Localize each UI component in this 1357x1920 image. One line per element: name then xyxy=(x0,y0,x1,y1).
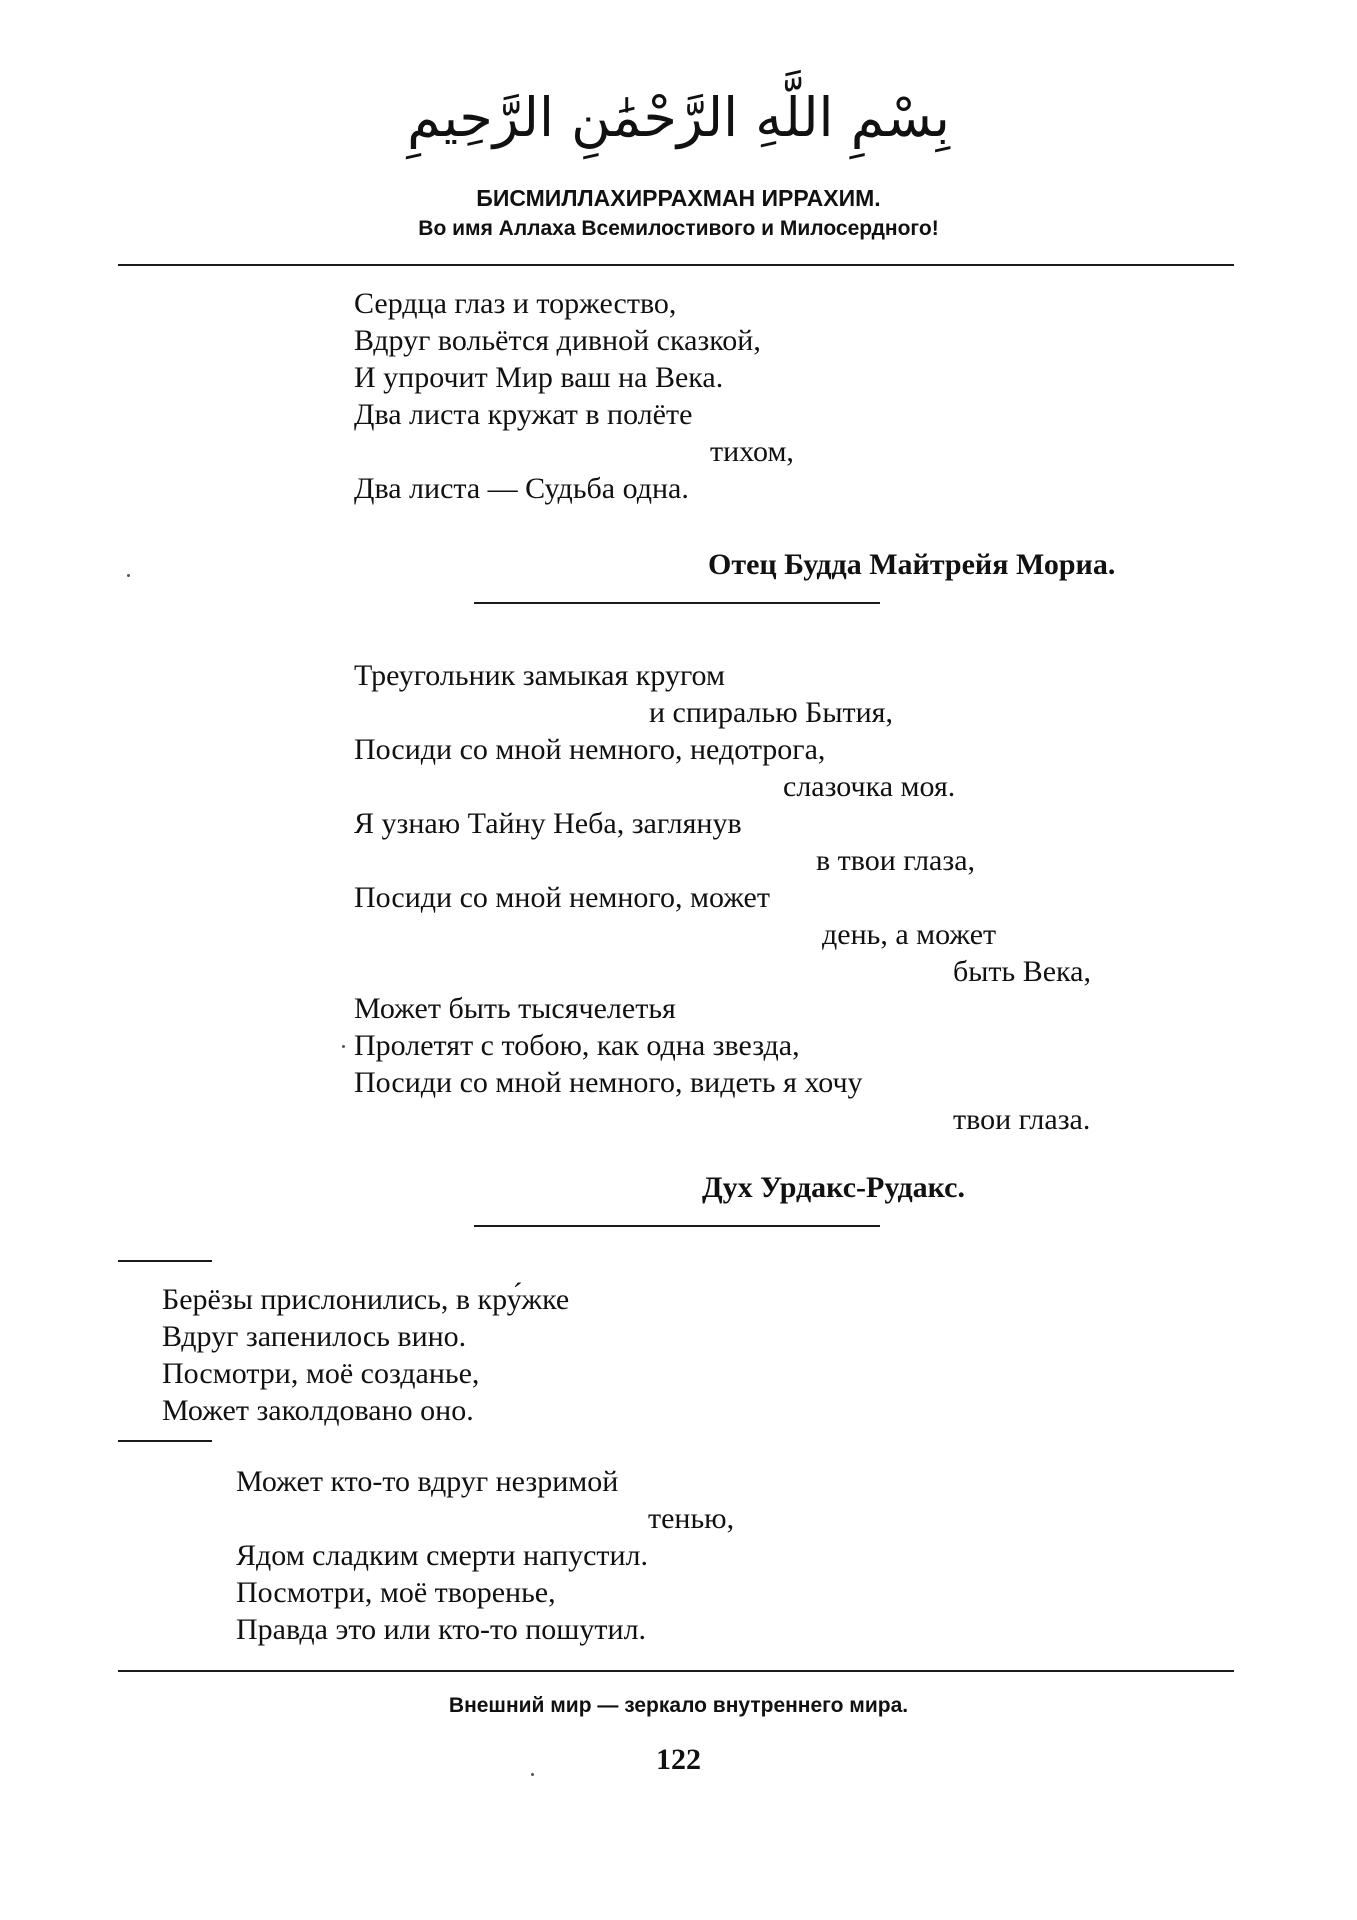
poem-line: день, а может xyxy=(822,918,997,951)
footer-divider xyxy=(118,1670,1234,1672)
header-subtitle: Во имя Аллаха Всемилостивого и Милосердного! xyxy=(418,217,939,240)
poem-line: быть Века, xyxy=(953,955,1091,988)
stanza-marker xyxy=(118,1260,212,1262)
poem-line: Посиди со мной немного, недотрога, xyxy=(354,733,826,766)
poem-line: Треугольник замыкая кругом xyxy=(354,659,725,692)
poem-line: твои глаза. xyxy=(953,1103,1091,1136)
poem-line: Правда это или кто-то пошутил. xyxy=(236,1613,647,1646)
scan-speck xyxy=(127,574,130,577)
section-divider xyxy=(474,1225,880,1227)
poem-line: Может кто-то вдруг незримой xyxy=(236,1465,619,1498)
poem-line: Вдруг вольётся дивной сказкой, xyxy=(354,324,761,357)
poem-line: Может быть тысячелетья xyxy=(354,992,676,1025)
poem-line: и спиралью Бытия, xyxy=(649,696,893,729)
poem-line: в твои глаза, xyxy=(816,844,976,877)
poem-signature: Отец Будда Майтрейя Мориа. xyxy=(708,548,1116,581)
poem-line: Я узнаю Тайну Неба, заглянув xyxy=(354,807,742,840)
poem-line: Два листа кружат в полёте xyxy=(354,398,693,431)
poem-line: Сердца глаз и торжество, xyxy=(354,287,677,320)
poem-line: Два листа — Судьба одна. xyxy=(354,472,689,505)
poem-line: Посмотри, моё творенье, xyxy=(236,1576,556,1609)
poem-line: Посмотри, моё созданье, xyxy=(162,1357,480,1390)
page-number: 122 xyxy=(656,1743,701,1776)
header-divider xyxy=(118,264,1234,266)
poem-line: Пролетят с тобою, как одна звезда, xyxy=(354,1029,800,1062)
poem-line: Ядом сладким смерти напустил. xyxy=(236,1539,649,1572)
poem-line: Посиди со мной немного, видеть я хочу xyxy=(354,1066,863,1099)
poem-line: И упрочит Мир ваш на Века. xyxy=(354,361,724,394)
poem-line: слазочка моя. xyxy=(783,770,956,803)
poem-line: Берёзы прислонились, в кру́жке xyxy=(162,1283,570,1316)
poem-line: Может заколдовано оно. xyxy=(162,1394,474,1427)
scan-speck xyxy=(342,1045,345,1048)
poem-signature: Дух Урдакс-Рудакс. xyxy=(702,1171,965,1204)
scan-speck xyxy=(531,1773,534,1776)
stanza-marker xyxy=(118,1440,212,1442)
poem-line: тихом, xyxy=(710,435,794,468)
footer-motto: Внешний мир — зеркало внутреннего мира. xyxy=(448,1694,909,1717)
header-title: БИСМИЛЛАХИРРАХМАН ИРРАХИМ. xyxy=(476,185,881,211)
poem-line: Посиди со мной немного, может xyxy=(354,881,770,914)
poem-line: тенью, xyxy=(648,1502,735,1535)
section-divider xyxy=(474,602,880,604)
arabic-calligraphy: بِسْمِ اللَّهِ الرَّحْمَٰنِ الرَّحِيمِ xyxy=(407,86,950,149)
poem-line: Вдруг запенилось вино. xyxy=(162,1320,467,1353)
